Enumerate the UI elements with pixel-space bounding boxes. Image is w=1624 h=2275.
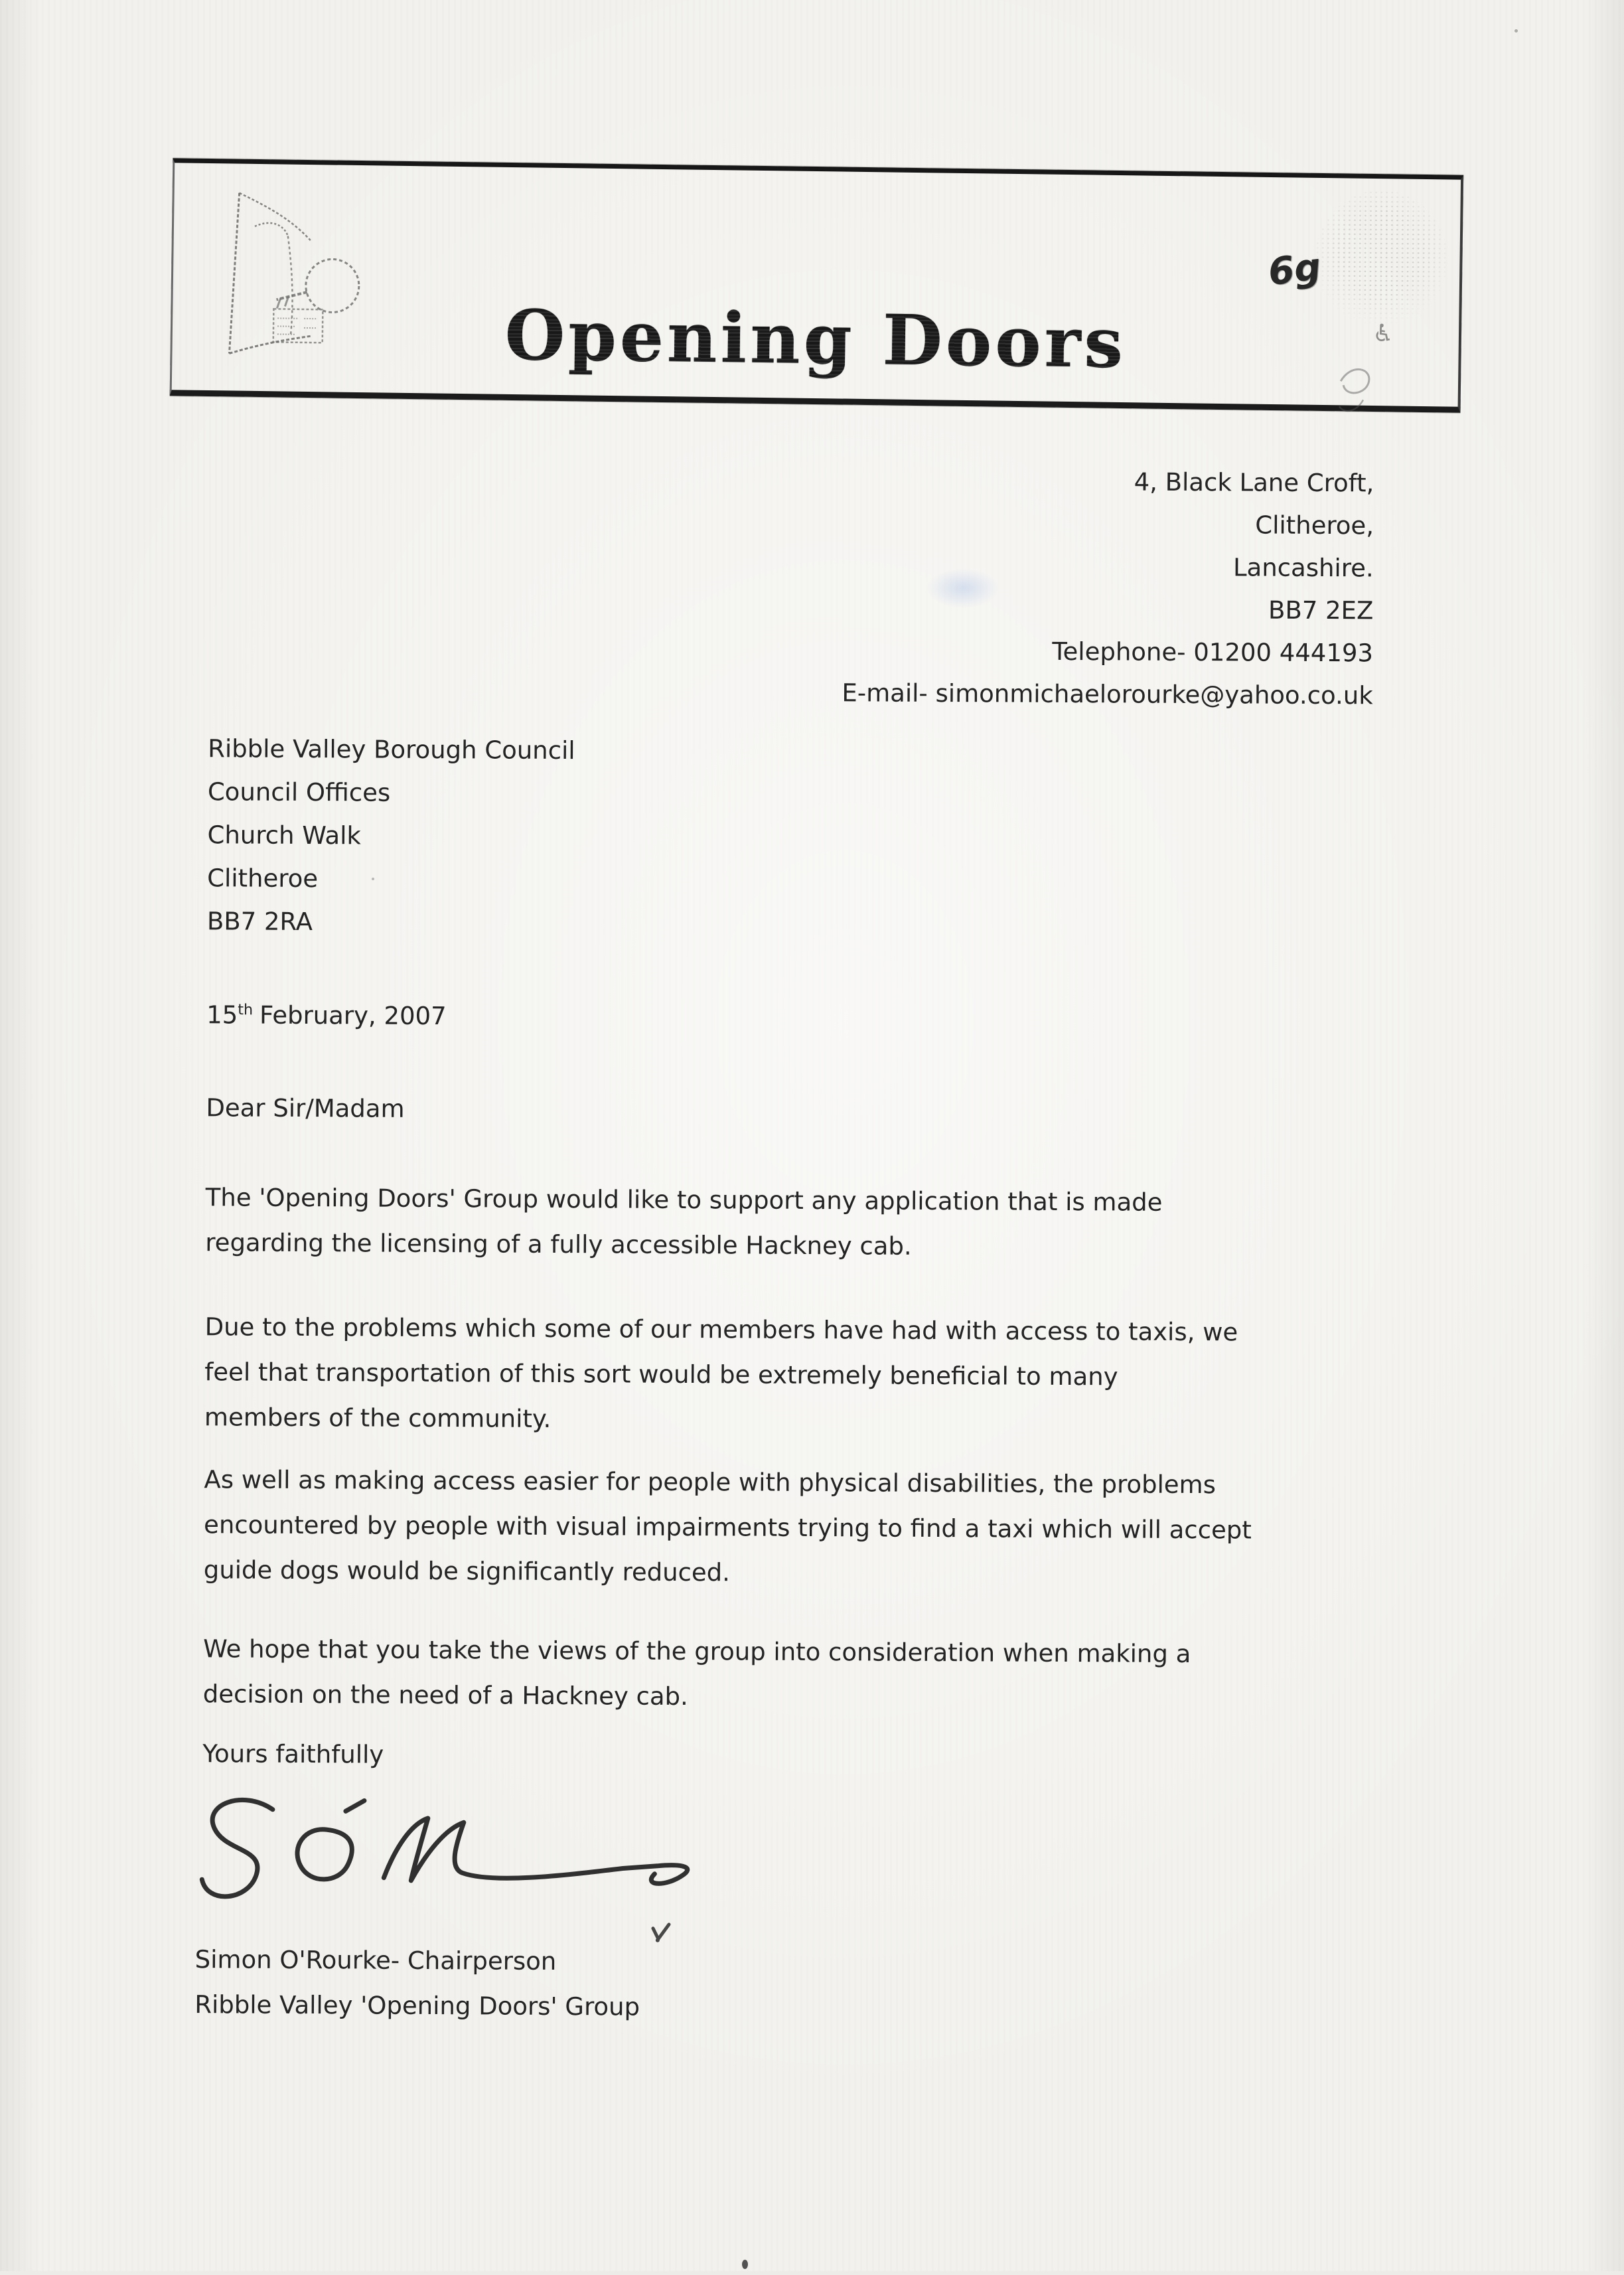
photocopy-stamp xyxy=(1268,190,1461,430)
body-line: We hope that you take the views of the group into consideration when making a xyxy=(203,1634,1191,1669)
wheelchair-icon: ♿ xyxy=(1370,319,1396,349)
body-line: Due to the problems which some of our members have had with access to taxis, we xyxy=(204,1312,1238,1347)
scan-speck xyxy=(742,2260,748,2269)
scan-speck xyxy=(970,1484,973,1488)
recipient-line: Clitheroe xyxy=(207,864,319,894)
stamp-speckle-texture xyxy=(1315,190,1448,330)
recipient-line: Council Offices xyxy=(207,777,391,807)
body-line: guide dogs would be significantly reduced. xyxy=(203,1555,731,1587)
body-line: encountered by people with visual impairments trying to find a taxi which will accept xyxy=(204,1510,1252,1545)
handwritten-signature xyxy=(187,1788,745,1910)
scan-speck xyxy=(372,878,374,880)
sender-telephone: Telephone- 01200 444193 xyxy=(1052,637,1374,668)
body-line: The 'Opening Doors' Group would like to support any application that is made xyxy=(205,1183,1163,1217)
scan-speck xyxy=(1514,29,1518,33)
paragraph-4 xyxy=(203,1626,1191,1722)
body-line: As well as making access easier for people with physical disabilities, the problems xyxy=(204,1465,1217,1500)
signatory-name: Simon O'Rourke- Chairperson xyxy=(194,1945,557,1976)
sender-line: 4, Black Lane Croft, xyxy=(1134,467,1374,498)
recipient-line: Church Walk xyxy=(207,821,361,850)
signatory-organisation: Ribble Valley 'Opening Doors' Group xyxy=(194,1990,640,2021)
sender-line: Clitheroe, xyxy=(1255,510,1374,540)
recipient-postcode: BB7 2RA xyxy=(206,907,313,937)
paragraph-3 xyxy=(204,1457,1252,1598)
paragraph-2 xyxy=(204,1304,1238,1445)
body-line: decision on the need of a Hackney cab. xyxy=(202,1680,688,1711)
letter-date xyxy=(206,1000,447,1030)
date-ordinal: th xyxy=(238,1001,254,1019)
recipient-line: Ribble Valley Borough Council xyxy=(208,734,575,765)
ink-fleck xyxy=(649,1922,673,1944)
sender-line: Lancashire. xyxy=(1232,553,1374,583)
stamp-squiggle-icon xyxy=(1331,361,1378,421)
body-line: feel that transportation of this sort would be extremely beneficial to many xyxy=(204,1358,1118,1391)
date-day: 15 xyxy=(206,1000,238,1030)
salutation: Dear Sir/Madam xyxy=(206,1093,405,1123)
sender-postcode: BB7 2EZ xyxy=(1268,595,1374,625)
valediction: Yours faithfully xyxy=(202,1739,384,1769)
body-line: members of the community. xyxy=(204,1403,552,1433)
sender-address xyxy=(842,459,1374,717)
body-line: regarding the licensing of a fully accessible Hackney cab. xyxy=(205,1228,912,1261)
org-title: Opening Doors xyxy=(172,289,1459,388)
scan-smudge xyxy=(926,568,999,608)
paragraph-1 xyxy=(205,1175,1162,1271)
recipient-address xyxy=(207,727,575,945)
stamp-mark-text: 6g xyxy=(1266,245,1323,295)
date-rest: February, 2007 xyxy=(259,1000,447,1031)
sender-email: E-mail- simonmichaelorourke@yahoo.co.uk xyxy=(842,678,1373,710)
